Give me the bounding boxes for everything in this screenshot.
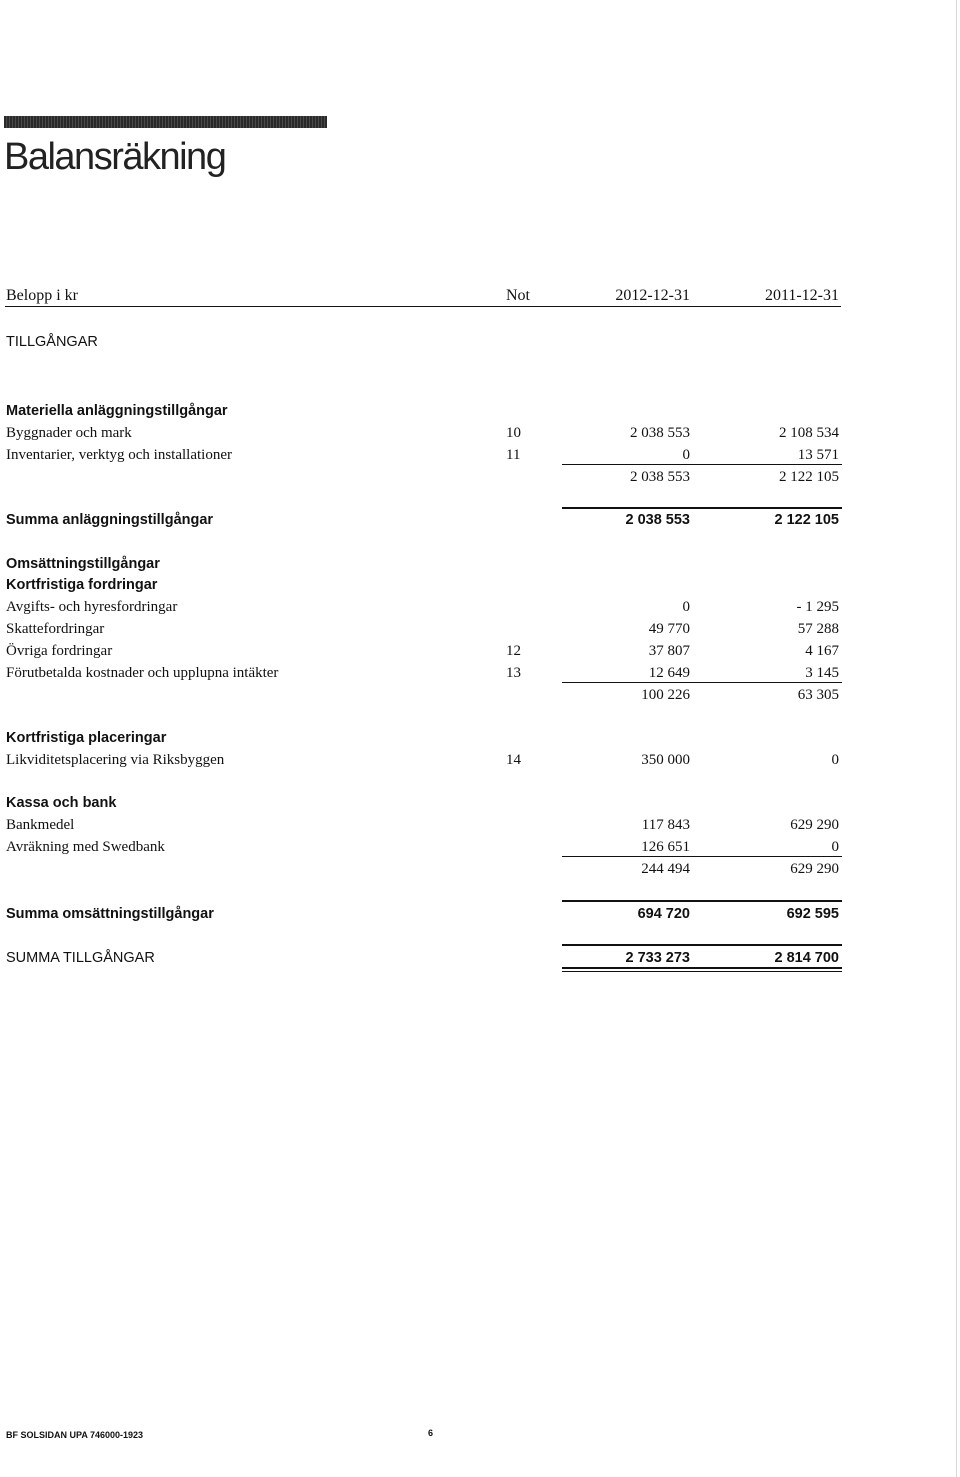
row-note: 11 (506, 447, 521, 463)
subtotal-value-2012: 244 494 (641, 861, 690, 877)
total-label: Summa omsättningstillgångar (6, 906, 214, 922)
omsattning-heading: Omsättningstillgångar (6, 556, 160, 572)
row-label: Avgifts- och hyresfordringar (6, 599, 178, 615)
row-value-2011: 0 (831, 752, 839, 768)
amount-unit-label: Belopp i kr (6, 287, 78, 304)
section-title: TILLGÅNGAR (6, 334, 98, 350)
row-value-2012: 126 651 (641, 839, 690, 855)
total-label: Summa anläggningstillgångar (6, 512, 214, 528)
subtotal-row (0, 684, 960, 706)
note-column-header: Not (506, 287, 530, 304)
grand-total-double-rule-2 (562, 971, 842, 972)
subtotal-value-2011: 63 305 (797, 687, 839, 703)
total-value-2012: 694 720 (637, 906, 690, 922)
row-label: Övriga fordringar (6, 643, 113, 659)
row-value-2011: 13 571 (797, 447, 839, 463)
total-rule (562, 900, 842, 902)
subtotal-row (0, 858, 960, 880)
table-row (0, 618, 960, 640)
grand-total-value-2011: 2 814 700 (774, 950, 839, 966)
grand-total-label: SUMMA TILLGÅNGAR (6, 950, 155, 966)
subtotal-value-2011: 629 290 (790, 861, 839, 877)
row-value-2012: 350 000 (641, 752, 690, 768)
row-value-2012: 37 807 (648, 643, 690, 659)
subtotal-rule (562, 682, 842, 683)
section-heading-row (0, 553, 960, 575)
table-row (0, 836, 960, 858)
table-row (0, 662, 960, 684)
grand-total-row (0, 947, 960, 969)
row-value-2011: 629 290 (790, 817, 839, 833)
row-note: 12 (506, 643, 521, 659)
row-note: 13 (506, 665, 521, 681)
subtotal-value-2012: 100 226 (641, 687, 690, 703)
table-row (0, 444, 960, 466)
row-label: Skattefordringar (6, 621, 105, 637)
row-value-2012: 117 843 (641, 817, 690, 833)
section-title-row (0, 331, 960, 353)
kassa-heading: Kassa och bank (6, 795, 117, 811)
row-note: 14 (506, 752, 521, 768)
grand-total-value-2012: 2 733 273 (625, 950, 690, 966)
footer-page-number: 6 (428, 1428, 434, 1438)
row-value-2011: 2 108 534 (779, 425, 839, 441)
row-note: 10 (506, 425, 521, 441)
total-value-2011: 2 122 105 (774, 512, 839, 528)
table-row (0, 640, 960, 662)
year-2012-column-header: 2012-12-31 (615, 287, 690, 304)
total-row (0, 903, 960, 925)
row-label: Avräkning med Swedbank (6, 839, 165, 855)
section-heading-row (0, 400, 960, 422)
row-label: Bankmedel (6, 817, 75, 833)
table-row (0, 749, 960, 771)
total-row (0, 509, 960, 531)
page-title: Balansräkning (4, 136, 226, 178)
total-value-2012: 2 038 553 (625, 512, 690, 528)
subtotal-value-2011: 2 122 105 (779, 469, 839, 485)
year-2011-column-header: 2011-12-31 (764, 287, 839, 304)
table-row (0, 422, 960, 444)
row-value-2011: 0 (831, 839, 839, 855)
fordringar-heading: Kortfristiga fordringar (6, 577, 158, 593)
row-value-2012: 0 (682, 447, 690, 463)
subtotal-rule (562, 464, 842, 465)
header-underline (5, 306, 841, 307)
total-value-2011: 692 595 (786, 906, 839, 922)
row-value-2012: 49 770 (648, 621, 690, 637)
row-label: Likviditetsplacering via Riksbyggen (6, 752, 225, 768)
row-value-2011: 57 288 (797, 621, 839, 637)
subtotal-value-2012: 2 038 553 (630, 469, 690, 485)
column-header-row (0, 285, 960, 307)
row-value-2012: 0 (682, 599, 690, 615)
grand-total-top-rule (562, 944, 842, 946)
row-value-2011: - 1 295 (796, 599, 839, 615)
row-value-2011: 4 167 (805, 643, 839, 659)
section-heading-row (0, 727, 960, 749)
decorative-header-bar (4, 116, 327, 128)
footer-organization: BF SOLSIDAN UPA 746000-1923 (6, 1430, 144, 1440)
placeringar-heading: Kortfristiga placeringar (6, 730, 167, 746)
grand-total-double-rule-1 (562, 967, 842, 969)
table-row (0, 814, 960, 836)
row-value-2012: 2 038 553 (630, 425, 690, 441)
row-value-2012: 12 649 (648, 665, 690, 681)
materiella-heading: Materiella anläggningstillgångar (6, 403, 228, 419)
row-label: Inventarier, verktyg och installationer (6, 447, 232, 463)
subtotal-rule (562, 856, 842, 857)
row-label: Förutbetalda kostnader och upplupna intäkter (6, 665, 279, 681)
row-value-2011: 3 145 (805, 665, 839, 681)
row-label: Byggnader och mark (6, 425, 132, 441)
table-row (0, 596, 960, 618)
section-subheading-row (0, 574, 960, 596)
subtotal-row (0, 466, 960, 488)
section-heading-row (0, 792, 960, 814)
